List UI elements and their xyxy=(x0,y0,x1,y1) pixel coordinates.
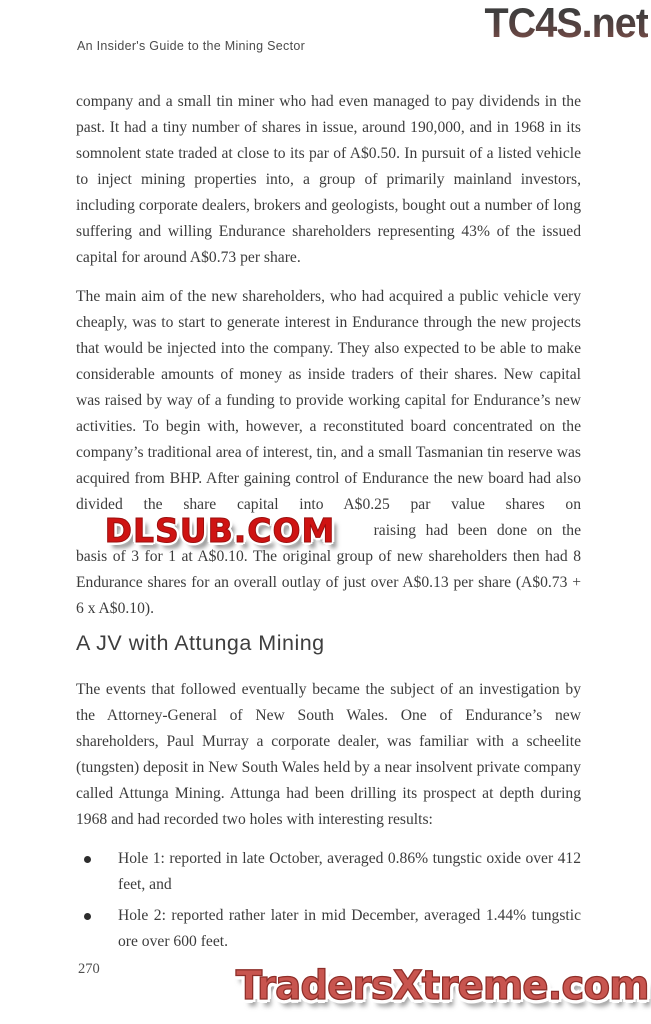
running-header: An Insider's Guide to the Mining Sector xyxy=(77,39,306,53)
list-item-text: Hole 2: reported rather later in mid December, averaged 1.44% tungstic ore over 600 feet. xyxy=(118,907,581,950)
tradersxtreme-watermark-logo: TradersXtreme.com xyxy=(236,963,649,1009)
paragraph-2-text-before-watermark: The main aim of the new shareholders, who had acquired a public vehicle very cheaply, was to start to generate interest in Endurance through the new projects that would be injected into the company. They also expected to be able to make considerable amounts of money as inside traders of their shares. New capital was raised by way of a funding to provide working capital for Endurance’s new activities. To begin with, however, a reconstituted board concentrated on the company’s traditional area of interest, tin, and a small Tasmanian tin reserve was acquired from BHP. After gaining control of Endurance the new board had also divided the share capital into A$0.25 par value shares on xyxy=(76,288,581,513)
page-number: 270 xyxy=(78,961,100,977)
list-item-text: Hole 1: reported in late October, averaged 0.86% tungstic oxide over 412 feet, and xyxy=(118,850,581,893)
bullet-icon xyxy=(84,913,91,920)
tc4s-watermark-logo: TC4S.net xyxy=(484,0,648,46)
paragraph-2-text-after-watermark: raising had been done on the basis of 3 for 1 at A$0.10. The original group of new shareholders then had 8 Endurance shares for an overall outlay of just over A$0.13 per share (A$0.73 + 6 x A$0.10). xyxy=(76,522,581,617)
section-heading: A JV with Attunga Mining xyxy=(76,631,325,655)
list-item-hole-2 xyxy=(76,903,581,955)
bullet-icon xyxy=(84,856,91,863)
list-item-hole-1 xyxy=(76,846,581,898)
dlsub-watermark: DLSUB.COM xyxy=(104,511,336,551)
results-bullet-list xyxy=(76,846,581,960)
paragraph-3: The events that followed eventually became the subject of an investigation by the Attorney-General of New South Wales. One of Endurance’s new shareholders, Paul Murray a corporate dealer, was familiar with a scheelite (tungsten) deposit in New South Wales held by a near insolvent private company called Attunga Mining. Attunga had been drilling its prospect at depth during 1968 and had recorded two holes with interesting results: xyxy=(76,681,581,828)
paragraph-2 xyxy=(76,284,581,622)
paragraph-1: company and a small tin miner who had even managed to pay dividends in the past. It had a tiny number of shares in issue, around 190,000, and in 1968 in its somnolent state traded at close to its par of A$0.50. In pursuit of a listed vehicle to inject mining properties into, a group of primarily mainland investors, including corporate dealers, brokers and geologists, bought out a number of long suffering and willing Endurance shareholders representing 43% of the issued capital for around A$0.73 per share. xyxy=(76,93,581,266)
